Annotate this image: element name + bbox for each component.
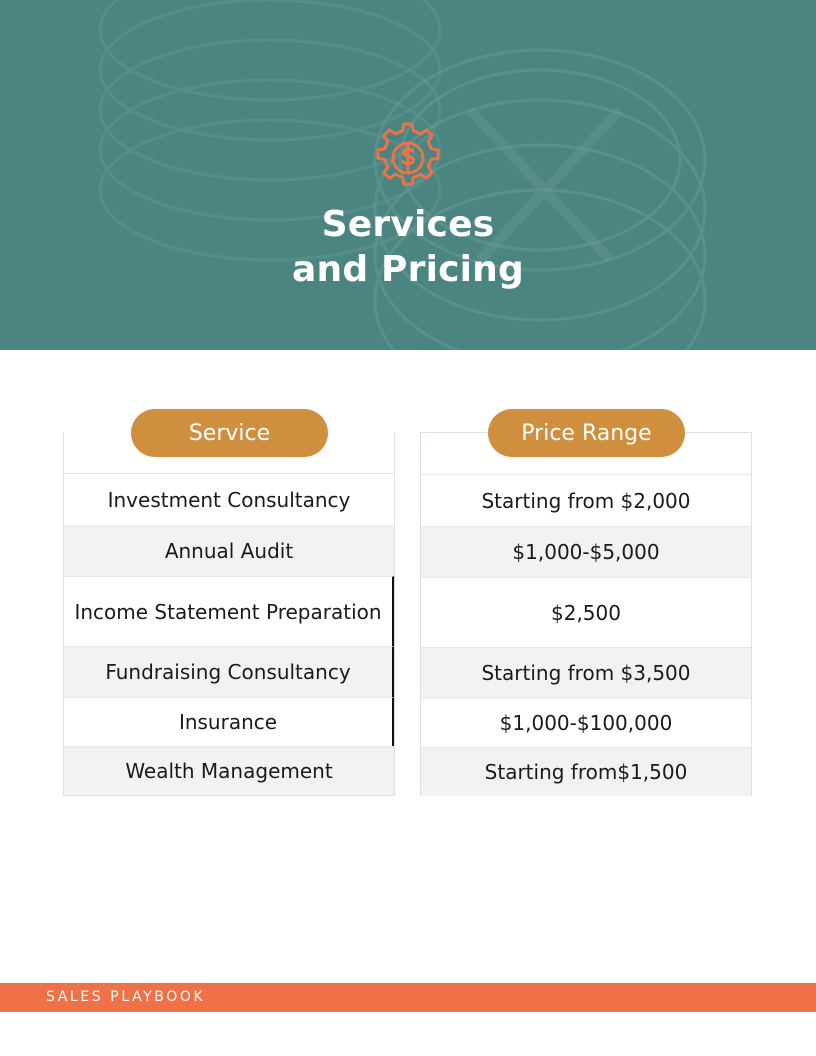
price-cell: $2,500 bbox=[551, 600, 621, 625]
table-row bbox=[421, 474, 751, 526]
price-column bbox=[420, 432, 752, 796]
price-cell: Starting from$1,500 bbox=[484, 760, 688, 784]
service-column bbox=[63, 432, 395, 796]
service-cell: Fundraising Consultancy bbox=[105, 660, 351, 684]
table-row bbox=[64, 473, 394, 525]
service-cell: Insurance bbox=[178, 710, 278, 734]
table-row bbox=[421, 577, 751, 647]
table-row bbox=[64, 697, 394, 746]
service-cell: Wealth Management bbox=[125, 759, 333, 783]
table-row bbox=[421, 647, 751, 698]
footer-bar bbox=[0, 983, 816, 1012]
service-header-pill: Service bbox=[131, 409, 328, 457]
dollar-gear-icon bbox=[371, 121, 445, 195]
table-row bbox=[421, 526, 751, 577]
footer-label: SALES PLAYBOOK bbox=[46, 989, 206, 1005]
table-row bbox=[421, 698, 751, 747]
service-cell: Annual Audit bbox=[164, 539, 294, 563]
page-title-line-1: Services bbox=[321, 204, 495, 245]
service-cell: Investment Consultancy bbox=[107, 487, 351, 512]
table-row bbox=[64, 576, 394, 646]
table-row bbox=[421, 747, 751, 796]
price-cell: Starting from $3,500 bbox=[481, 661, 691, 685]
table-row bbox=[64, 646, 394, 697]
page-title bbox=[0, 202, 816, 292]
price-cell: $1,000-$5,000 bbox=[512, 540, 660, 564]
price-cell: $1,000-$100,000 bbox=[499, 711, 673, 735]
hero-banner bbox=[0, 0, 816, 350]
service-cell: Income Statement Preparation bbox=[74, 599, 382, 624]
table-row bbox=[64, 525, 394, 576]
page-title-line-2: and Pricing bbox=[292, 249, 524, 290]
price-cell: Starting from $2,000 bbox=[481, 488, 691, 513]
table-row bbox=[64, 746, 394, 795]
price-range-header-pill: Price Range bbox=[488, 409, 685, 457]
